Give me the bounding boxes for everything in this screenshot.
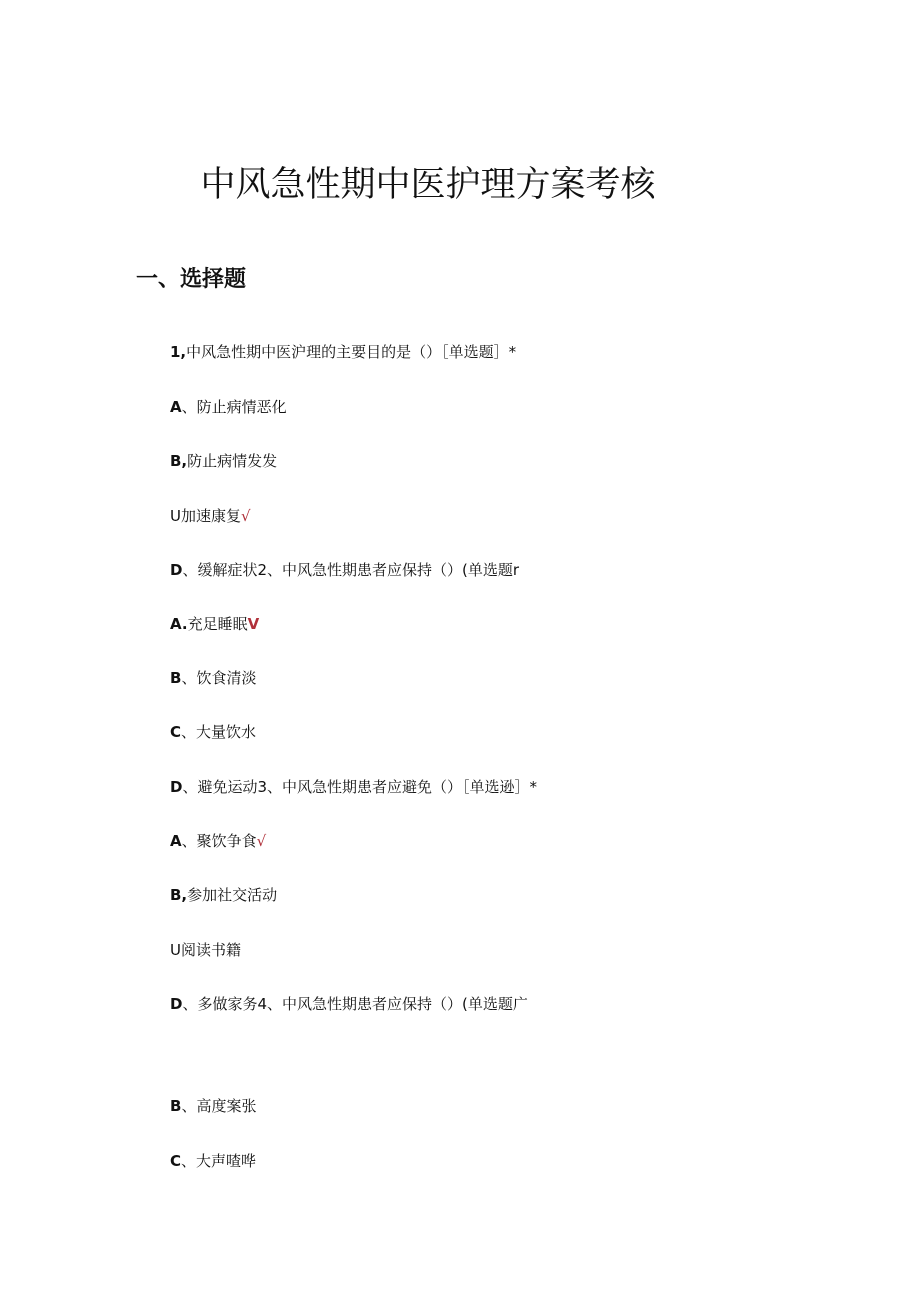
option-line	[170, 993, 528, 1015]
option-line	[170, 1150, 256, 1172]
option-text: 、大量饮水	[181, 723, 257, 741]
correct-mark: V	[247, 615, 260, 633]
option-line	[170, 1095, 256, 1117]
question-number: 1,	[170, 343, 187, 361]
option-text: U阅读书籍	[170, 941, 241, 959]
option-text: 、缓解症状2、中风急性期患者应保持（）(单选题r	[182, 561, 520, 579]
option-letter: B	[170, 1097, 182, 1115]
option-line	[170, 505, 251, 527]
option-letter: D	[170, 561, 183, 579]
option-text: 、防止病情恶化	[181, 398, 287, 416]
option-letter: C	[170, 1152, 182, 1170]
option-text: 防止病情发发	[187, 452, 278, 470]
option-letter: A	[170, 832, 182, 850]
option-letter: A.	[170, 615, 188, 633]
option-text: 、饮食清淡	[181, 669, 257, 687]
option-line	[170, 613, 259, 635]
option-letter: A	[170, 398, 182, 416]
option-text: 参加社交活动	[187, 886, 278, 904]
option-letter: C	[170, 723, 182, 741]
option-text: 、避免运动3、中风急性期患者应避免（）［单选逊］*	[182, 778, 537, 796]
section-heading: 一、选择题	[136, 267, 247, 292]
option-letter: B,	[170, 452, 188, 470]
option-text: 充足睡眠	[187, 615, 248, 633]
option-line	[170, 559, 519, 581]
question-text: 中风急性期中医沪理的主要目的是（）［单选题］*	[186, 343, 517, 361]
option-letter: B	[170, 669, 182, 687]
option-text: 、多做家务4、中风急性期患者应保持（）(单选题广	[182, 995, 528, 1013]
correct-mark: √	[240, 507, 251, 525]
option-text: U加速康复	[170, 507, 241, 525]
option-letter: D	[170, 995, 183, 1013]
option-letter: B,	[170, 886, 188, 904]
question-1	[170, 341, 516, 363]
option-line	[170, 884, 277, 906]
option-text: 、大声喳哗	[181, 1152, 257, 1170]
option-line	[170, 721, 256, 743]
option-line	[170, 830, 266, 852]
option-text: 、高度案张	[181, 1097, 257, 1115]
option-text: 、聚饮争食	[181, 832, 257, 850]
page-title: 中风急性期中医护理方案考核	[200, 165, 656, 205]
option-line	[170, 396, 287, 418]
option-line	[170, 939, 241, 961]
option-line	[170, 776, 537, 798]
correct-mark: √	[256, 832, 267, 850]
option-line	[170, 450, 277, 472]
option-letter: D	[170, 778, 183, 796]
option-line	[170, 667, 256, 689]
